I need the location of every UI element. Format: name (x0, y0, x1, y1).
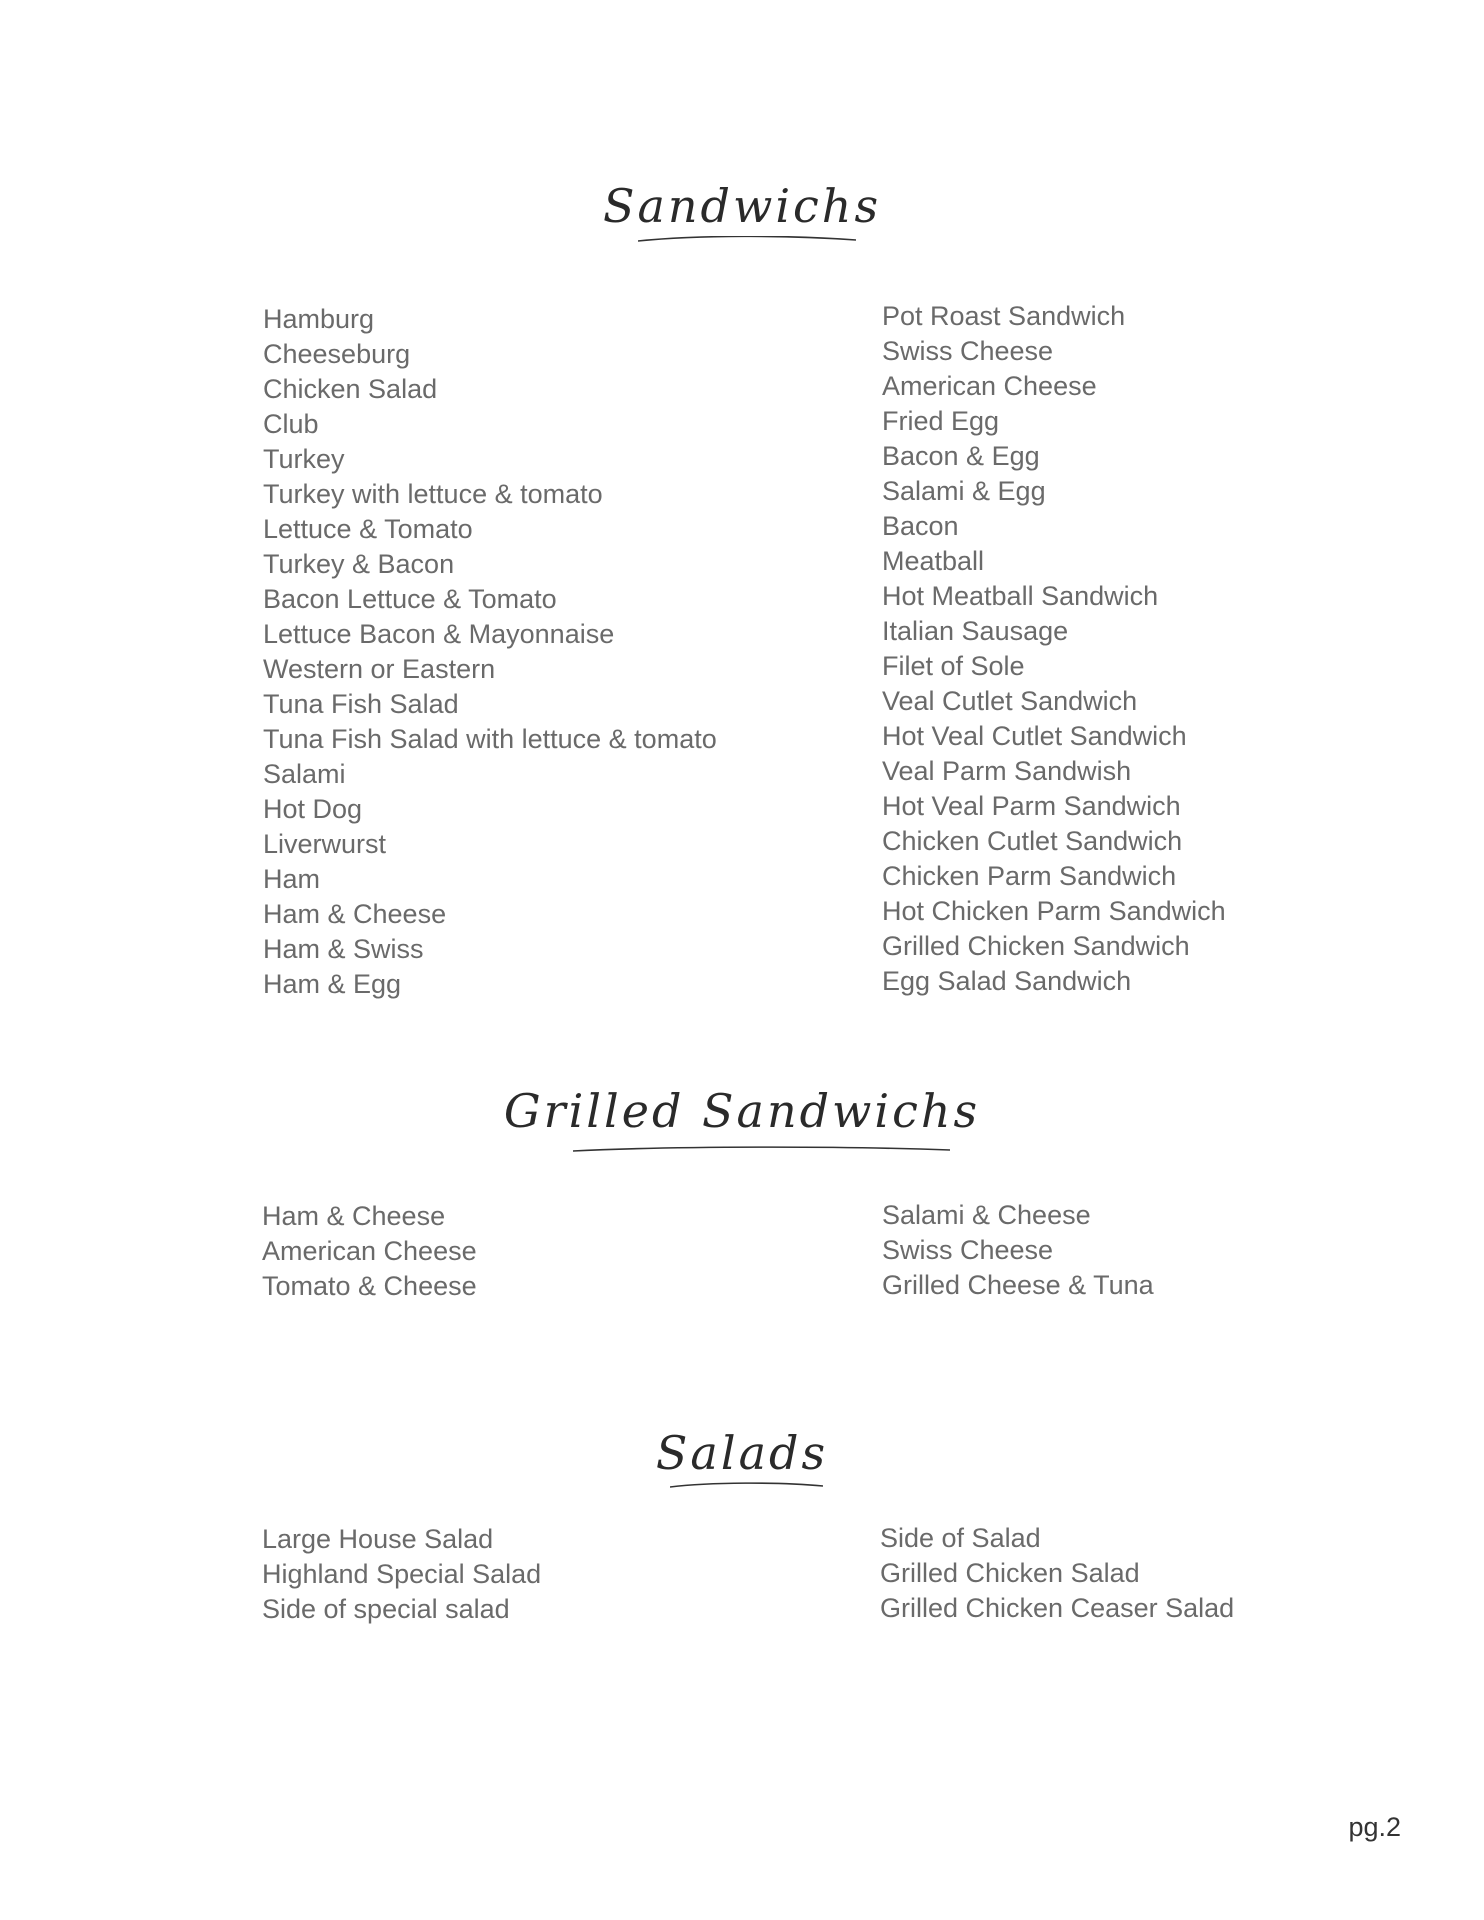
menu-item: Club (263, 409, 319, 439)
menu-item: Egg Salad Sandwich (882, 966, 1132, 996)
menu-item: Swiss Cheese (882, 336, 1054, 366)
menu-item: Chicken Parm Sandwich (882, 861, 1177, 891)
page-number: pg.2 (1348, 1812, 1401, 1842)
menu-item: Highland Special Salad (262, 1559, 542, 1589)
menu-item: American Cheese (882, 371, 1097, 401)
menu-item: Turkey & Bacon (263, 549, 455, 579)
sandwichs-right-column (882, 299, 1226, 999)
menu-item: Cheeseburg (263, 339, 411, 369)
menu-item: Salami & Cheese (882, 1200, 1091, 1230)
menu-item: Italian Sausage (882, 616, 1069, 646)
menu-item: Filet of Sole (882, 651, 1025, 681)
menu-item: Tuna Fish Salad (263, 689, 459, 719)
menu-item: Ham & Cheese (263, 899, 447, 929)
menu-item: Large House Salad (262, 1524, 494, 1554)
menu-item: Hot Chicken Parm Sandwich (882, 896, 1226, 926)
menu-item: Salami & Egg (882, 476, 1046, 506)
menu-item: Hamburg (263, 304, 375, 334)
menu-item: Fried Egg (882, 406, 1000, 436)
menu-item: Lettuce & Tomato (263, 514, 473, 544)
menu-item: Hot Dog (263, 794, 363, 824)
section-title-sandwichs: Sandwichs (602, 179, 882, 233)
menu-item: Salami (263, 759, 346, 789)
salads-right-column (880, 1521, 1234, 1626)
sandwichs-left-column (263, 302, 717, 1002)
salads-left-column (262, 1522, 541, 1627)
title-underline-swash (573, 1146, 950, 1152)
menu-item: Chicken Cutlet Sandwich (882, 826, 1183, 856)
menu-item: Pot Roast Sandwich (882, 301, 1126, 331)
menu-item: Meatball (882, 546, 985, 576)
menu-item: Grilled Chicken Salad (880, 1558, 1140, 1588)
menu-item: Tuna Fish Salad with lettuce & tomato (263, 724, 717, 754)
menu-item: Side of Salad (880, 1523, 1041, 1553)
menu-item: Bacon (882, 511, 959, 541)
title-underline-swash (670, 1482, 823, 1488)
menu-item: Hot Veal Cutlet Sandwich (882, 721, 1187, 751)
menu-item: Lettuce Bacon & Mayonnaise (263, 619, 615, 649)
menu-item: Bacon & Egg (882, 441, 1040, 471)
menu-item: Turkey (263, 444, 345, 474)
menu-item: Ham & Cheese (262, 1201, 446, 1231)
menu-item: Veal Cutlet Sandwich (882, 686, 1138, 716)
menu-item: Grilled Chicken Ceaser Salad (880, 1593, 1235, 1623)
menu-item: Side of special salad (262, 1594, 510, 1624)
menu-item: Ham (263, 864, 321, 894)
menu-item: Western or Eastern (263, 654, 496, 684)
grilled-sandwichs-left-column (262, 1199, 477, 1304)
grilled-sandwichs-right-column (882, 1198, 1154, 1303)
menu-item: Liverwurst (263, 829, 387, 859)
menu-item: Grilled Chicken Sandwich (882, 931, 1190, 961)
menu-item: Veal Parm Sandwish (882, 756, 1132, 786)
menu-item: Hot Meatball Sandwich (882, 581, 1159, 611)
menu-item: Grilled Cheese & Tuna (882, 1270, 1154, 1300)
menu-item: Tomato & Cheese (262, 1271, 477, 1301)
menu-item: Swiss Cheese (882, 1235, 1054, 1265)
title-underline-swash (638, 236, 856, 242)
menu-item: Ham & Egg (263, 969, 402, 999)
menu-item: Chicken Salad (263, 374, 438, 404)
menu-item: American Cheese (262, 1236, 477, 1266)
section-title-grilled-sandwichs: Grilled Sandwichs (503, 1084, 981, 1138)
menu-item: Turkey with lettuce & tomato (263, 479, 603, 509)
menu-item: Ham & Swiss (263, 934, 424, 964)
section-title-salads: Salads (655, 1426, 829, 1480)
menu-item: Bacon Lettuce & Tomato (263, 584, 557, 614)
menu-item: Hot Veal Parm Sandwich (882, 791, 1181, 821)
